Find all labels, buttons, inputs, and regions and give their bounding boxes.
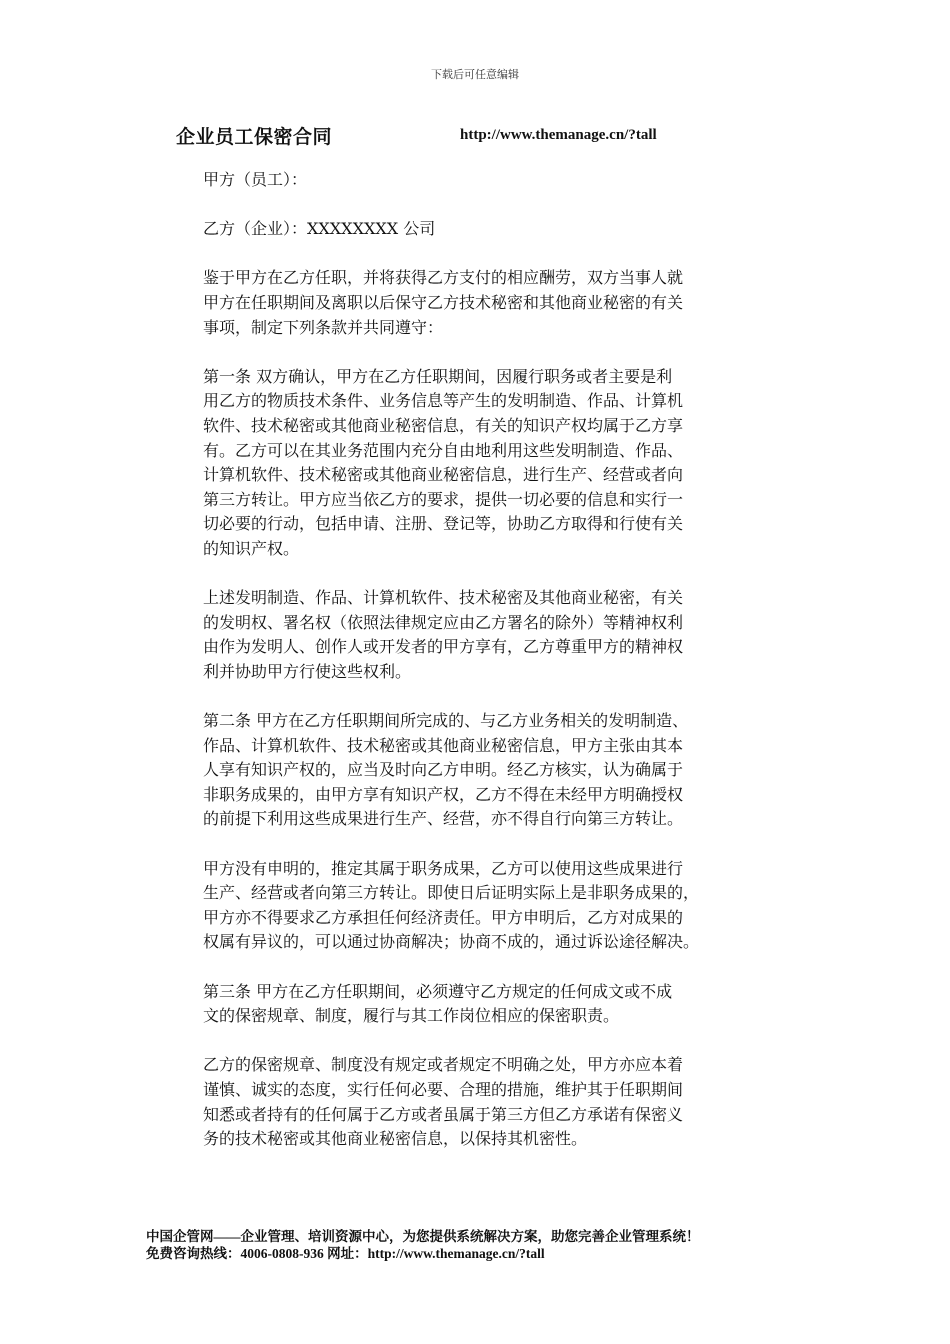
footer-line-1: 中国企管网——企业管理、培训资源中心，为您提供系统解决方案，助您完善企业管理系统！ (146, 1229, 700, 1244)
title-url-link[interactable]: http://www.themanage.cn/?tall (460, 127, 657, 143)
paragraph-line: 文的保密规章、制度，履行与其工作岗位相应的保密职责。 (203, 1006, 620, 1026)
paragraph (203, 266, 793, 340)
paragraph-line: 第三方转让。甲方应当依乙方的要求，提供一切必要的信息和实行一 (203, 489, 684, 509)
title-row (176, 122, 796, 152)
header-note: 下载后可任意编辑 (431, 68, 519, 81)
document-title: 企业员工保密合同 (176, 126, 333, 148)
paragraph-line: 作品、计算机软件、技术秘密或其他商业秘密信息，甲方主张由其本 (203, 735, 684, 755)
paragraph-line: 务的技术秘密或其他商业秘密信息，以保持其机密性。 (203, 1129, 588, 1149)
paragraph-line: 甲方亦不得要求乙方承担任何经济责任。甲方申明后，乙方对成果的 (203, 907, 684, 927)
paragraph-line: 第一条 双方确认，甲方在乙方任职期间，因履行职务或者主要是利 (203, 366, 673, 386)
paragraph (203, 217, 793, 242)
paragraph-line: 切必要的行动，包括申请、注册、登记等，协助乙方取得和行使有关 (203, 514, 684, 534)
paragraph-line: 乙方（企业）：XXXXXXXX 公司 (203, 219, 436, 239)
paragraph (203, 1053, 793, 1151)
paragraph-line: 的前提下利用这些成果进行生产、经营，亦不得自行向第三方转让。 (203, 809, 684, 829)
paragraph-line: 第二条 甲方在乙方任职期间所完成的、与乙方业务相关的发明制造、 (203, 711, 689, 731)
paragraph-line: 甲方在任职期间及离职以后保守乙方技术秘密和其他商业秘密的有关 (203, 292, 684, 312)
paragraph-line: 由作为发明人、创作人或开发者的甲方享有，乙方尊重甲方的精神权 (203, 637, 684, 657)
paragraph-line: 非职务成果的，由甲方享有知识产权，乙方不得在未经甲方明确授权 (203, 784, 684, 804)
paragraph-line: 的知识产权。 (203, 538, 300, 558)
paragraph-line: 有。乙方可以在其业务范围内充分自由地利用这些发明制造、作品、 (203, 440, 684, 460)
paragraph-line: 甲方没有申明的，推定其属于职务成果，乙方可以使用这些成果进行 (203, 858, 684, 878)
paragraph-line: 上述发明制造、作品、计算机软件、技术秘密及其他商业秘密，有关 (203, 588, 684, 608)
document-body (203, 168, 793, 1176)
paragraph-line: 生产、经营或者向第三方转让。即使日后证明实际上是非职务成果的， (203, 883, 700, 903)
paragraph-line: 事项，制定下列条款并共同遵守： (203, 317, 444, 337)
paragraph (203, 980, 793, 1029)
paragraph-line: 权属有异议的，可以通过协商解决；协商不成的，通过诉讼途径解决。 (203, 932, 700, 952)
paragraph-line: 知悉或者持有的任何属于乙方或者虽属于第三方但乙方承诺有保密义 (203, 1104, 684, 1124)
paragraph-line: 鉴于甲方在乙方任职，并将获得乙方支付的相应酬劳，双方当事人就 (203, 268, 684, 288)
paragraph-line: 人享有知识产权的，应当及时向乙方申明。经乙方核实，认为确属于 (203, 760, 684, 780)
paragraph (203, 857, 793, 955)
paragraph-line: 乙方的保密规章、制度没有规定或者规定不明确之处，甲方亦应本着 (203, 1055, 684, 1075)
paragraph-line: 利并协助甲方行使这些权利。 (203, 661, 412, 681)
paragraph (203, 365, 793, 562)
footer-line-2: 免费咨询热线：4006-0808-936 网址：http://www.themanage.cn/?tall (146, 1246, 545, 1261)
paragraph (203, 586, 793, 684)
paragraph (203, 168, 793, 193)
paragraph-line: 计算机软件、技术秘密或其他商业秘密信息，进行生产、经营或者向 (203, 465, 684, 485)
paragraph-line: 的发明权、署名权（依照法律规定应由乙方署名的除外）等精神权利 (203, 612, 684, 632)
paragraph (203, 709, 793, 832)
paragraph-line: 谨慎、诚实的态度，实行任何必要、合理的措施，维护其于任职期间 (203, 1079, 684, 1099)
footer (146, 1228, 700, 1262)
paragraph-line: 甲方（员工）： (203, 170, 308, 189)
paragraph-line: 第三条 甲方在乙方任职期间，必须遵守乙方规定的任何成文或不成 (203, 981, 673, 1001)
paragraph-line: 软件、技术秘密或其他商业秘密信息，有关的知识产权均属于乙方享 (203, 415, 684, 435)
paragraph-line: 用乙方的物质技术条件、业务信息等产生的发明制造、作品、计算机 (203, 391, 684, 411)
